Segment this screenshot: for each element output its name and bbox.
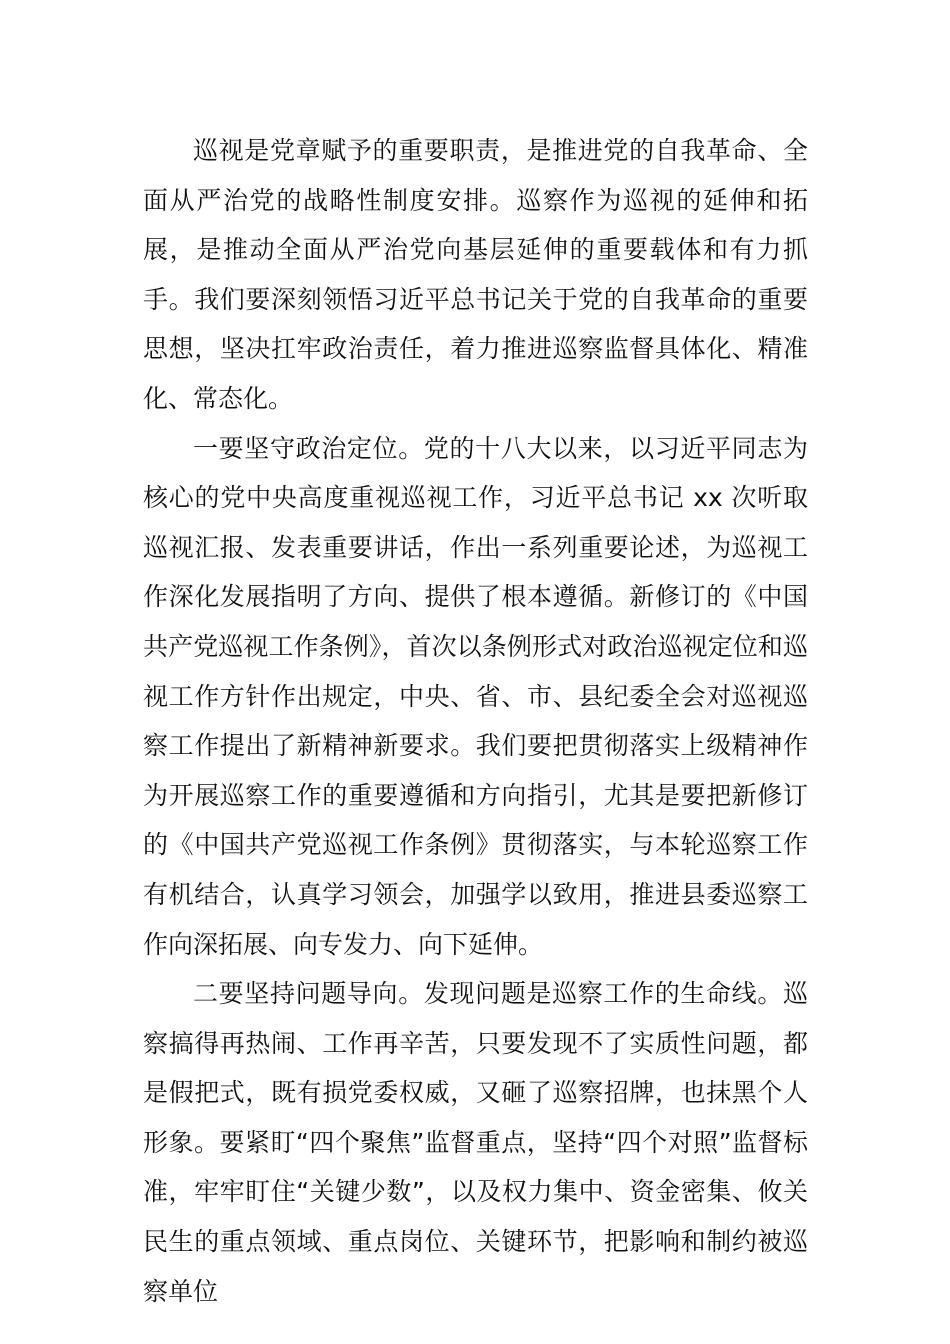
paragraph-intro: 巡视是党章赋予的重要职责，是推进党的自我革命、全面从严治党的战略性制度安排。巡察作为巡视的延伸和拓展，是推动全面从严治党向基层延伸的重要载体和有力抓手。我们要深刻领悟习近平总书记关于党的自我革命的重要思想，坚决扛牢政治责任，着力推进巡察监督具体化、精准化、常态化。: [143, 136, 808, 413]
paragraph-problem-orientation: 二要坚持问题导向。发现问题是巡察工作的生命线。巡察搞得再热闹、工作再辛苦，只要发现不了实质性问题，都是假把式，既有损党委权威，又砸了巡察招牌，也抹黑个人形象。要紧盯“四个聚焦”监督重点，坚持“四个对照”监督标准，牢牢盯住“关键少数”，以及权力集中、资金密集、攸关民生的重点领域、重点岗位、关键环节，把影响和制约被巡察单位: [143, 979, 808, 1306]
document-body: [143, 126, 808, 1316]
paragraph-political-positioning: 一要坚守政治定位。党的十八大以来，以习近平同志为核心的党中央高度重视巡视工作，习近平总书记 xx 次听取巡视汇报、发表重要讲话，作出一系列重要论述，为巡视工作深化发展指明了方向、提供了根本遵循。新修订的《中国共产党巡视工作条例》，首次以条例形式对政治巡视定位和巡视工作方针作出规定，中央、省、市、县纪委全会对巡视巡察工作提出了新精神新要求。我们要把贯彻落实上级精神作为开展巡察工作的重要遵循和方向指引，尤其是要把新修订的《中国共产党巡视工作条例》贯彻落实，与本轮巡察工作有机结合，认真学习领会，加强学以致用，推进县委巡察工作向深拓展、向专发力、向下延伸。: [143, 433, 808, 959]
